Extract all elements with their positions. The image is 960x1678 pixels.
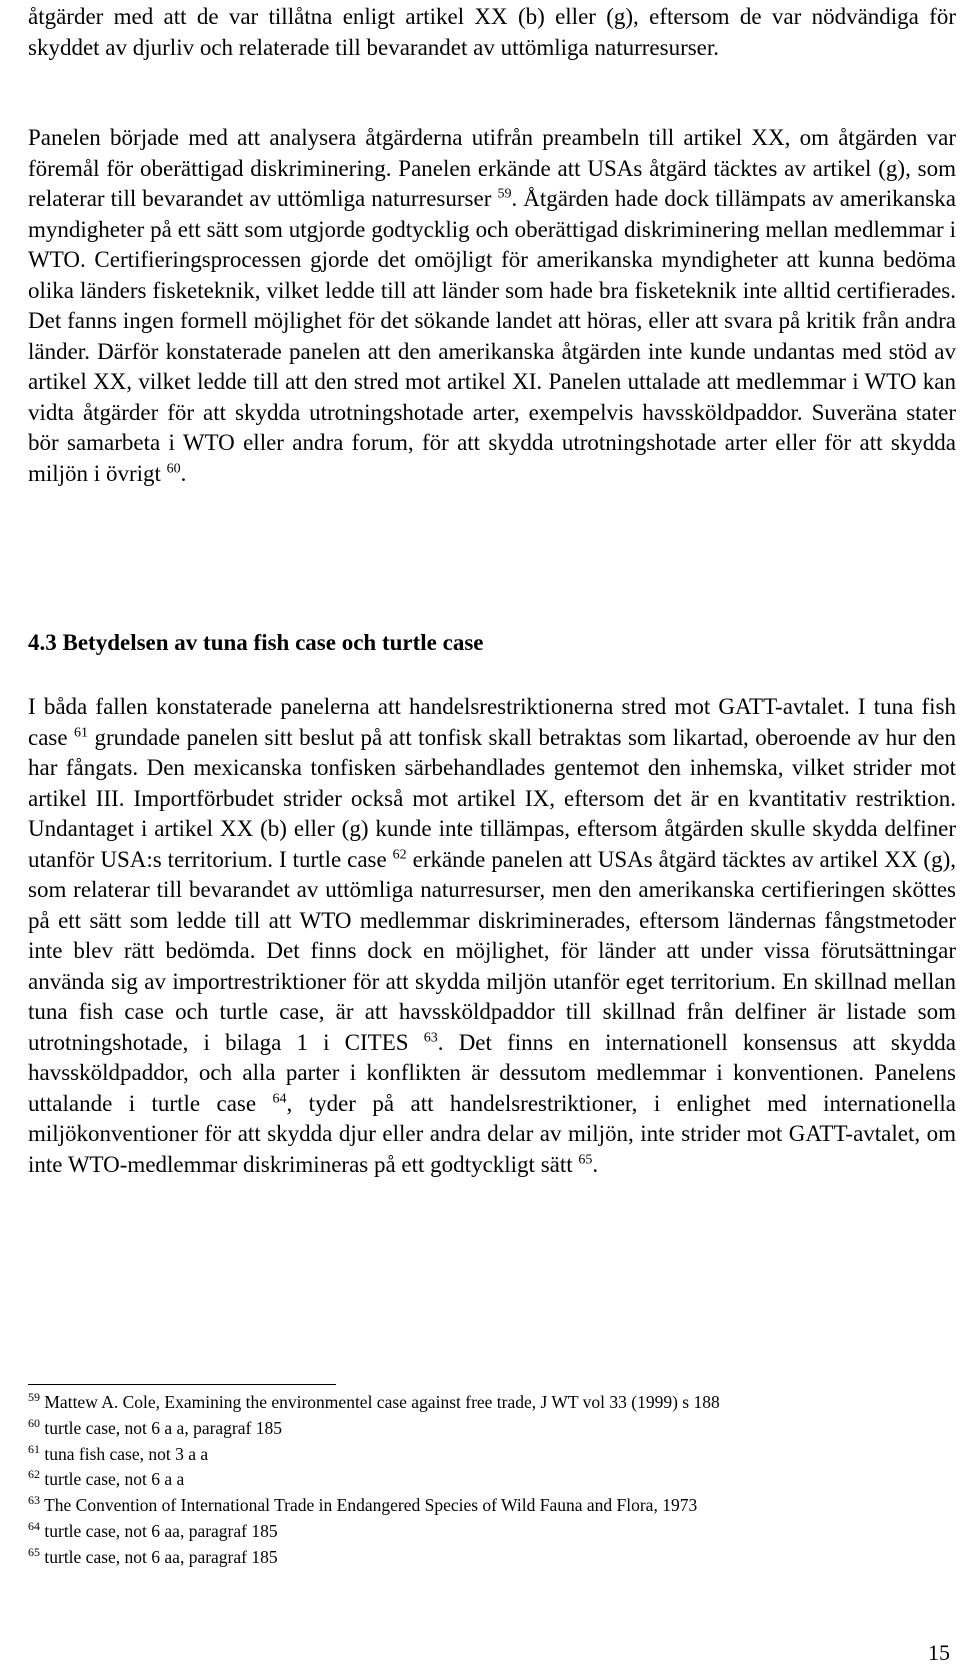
footnote-reference-65: 65	[578, 1151, 593, 1167]
page-number: 15	[928, 1640, 950, 1665]
footnote-number: 61	[28, 1441, 40, 1456]
footnote	[28, 1442, 948, 1468]
footnote-text: tuna fish case, not 3 a a	[44, 1443, 209, 1464]
footnote-text: The Convention of International Trade in Endangered Species of Wild Fauna and Flora, 1973	[44, 1495, 698, 1516]
paragraph-text: . Åtgärden hade dock tillämpats av amerikanska myndigheter på ett sätt som utgjorde godtycklig och oberättigad diskriminering mellan medlemmar i WTO. Certifieringsprocessen gjorde det omöjligt för amerikanska myndigheter att kunna bedöma olika länders fisketeknik, vilket ledde till att länder som hade bra fisketeknik inte alltid certifierades. Det fanns ingen formell möjlighet för det sökande landet att höras, eller att svara på kritik från andra länder. Därför konstaterade panelen att den amerikanska åtgärden inte kunde undantas med stöd av artikel XX, vilket ledde till att den stred mot artikel XI. Panelen uttalade att medlemmar i WTO kan vidta åtgärder för att skydda utrotningshotade arter, exempelvis havssköldpaddor. Suveräna stater bör samarbeta i WTO eller andra forum, för att skydda utrotningshotade arter eller för att skydda miljön i övrigt	[28, 186, 956, 486]
footnote-number: 64	[28, 1519, 40, 1534]
section-heading: 4.3 Betydelsen av tuna fish case och turtle case	[28, 630, 484, 655]
footnote-number: 59	[28, 1390, 40, 1405]
footnote	[28, 1390, 948, 1416]
footnote	[28, 1467, 948, 1493]
footnote-number: 62	[28, 1467, 40, 1482]
paragraph-text: , tyder på att handelsrestriktioner, i enlighet med internationella miljökonventioner för att skydda djur eller andra delar av miljön, inte strider mot GATT-avtalet, om inte WTO-medlemmar diskrimineras på ett godtyckligt sätt	[28, 1090, 956, 1177]
footnote-reference-64: 64	[272, 1090, 287, 1106]
footnote-reference-61: 61	[74, 724, 89, 740]
footnote-text: turtle case, not 6 aa, paragraf 185	[44, 1546, 278, 1567]
paragraph-text: . Det finns en internationell konsensus att skydda havssköldpaddor, och alla parter i konflikten är dessutom medlemmar i konventionen. Panelens uttalande i turtle case	[28, 1029, 956, 1116]
footnote-reference-59: 59	[497, 186, 512, 202]
footnote-number: 65	[28, 1544, 40, 1559]
footnote-reference-60: 60	[166, 460, 181, 476]
footnote-text: turtle case, not 6 a a	[44, 1469, 185, 1490]
footnote	[28, 1519, 948, 1545]
footnote-number: 63	[28, 1493, 40, 1508]
paragraph-text: grundade panelen sitt beslut på att tonfisk skall betraktas som likartad, oberoende av hur den har fångats. Den mexicanska tonfisken särbehandlades gentemot den inhemska, vilket strider mot artikel III. Importförbudet strider också mot artikel IX, eftersom det är en kvantitativ restriktion. Undantaget i artikel XX (b) eller (g) kunde inte tillämpas, eftersom åtgärden skulle skydda delfiner utanför USA:s territorium. I turtle case	[28, 724, 956, 872]
footnote	[28, 1545, 948, 1571]
paragraph-text: åtgärder med att de var tillåtna enligt artikel XX (b) eller (g), eftersom de var nödvändiga för skyddet av djurliv och relaterade till bevarandet av uttömliga naturresurser.	[28, 4, 956, 60]
paragraph-text: .	[592, 1151, 599, 1177]
body-paragraph-2	[28, 123, 956, 489]
footnote-number: 60	[28, 1415, 40, 1430]
footnote-text: Mattew A. Cole, Examining the environmentel case against free trade, J WT vol 33 (1999) s 188	[44, 1392, 720, 1412]
paragraph-text: I båda fallen konstaterade panelerna att handelsrestriktionerna stred mot GATT-avtalet. I tuna fish case	[28, 694, 956, 750]
body-paragraph-1	[28, 2, 956, 63]
paragraph-text: erkände panelen att USAs åtgärd täcktes av artikel XX (g), som relaterar till bevarandet av uttömliga naturresurser, men den amerikanska certifieringen sköttes på ett sätt som ledde till att WTO medlemmar diskriminerades, eftersom ländernas fångstmetoder inte blev rätt bedömda. Det finns dock en möjlighet, för länder att under vissa förutsättningar använda sig av importrestriktioner för att skydda miljön utanför eget territorium. En skillnad mellan tuna fish case och turtle case, är att havssköldpaddor till skillnad från delfiner är listade som utrotningshotade, i bilaga 1 i CITES	[28, 846, 956, 1055]
footnote-text: turtle case, not 6 a a, paragraf 185	[44, 1417, 282, 1438]
footnote-reference-62: 62	[392, 846, 407, 862]
footnote	[28, 1493, 948, 1519]
paragraph-text: Panelen började med att analysera åtgärderna utifrån preambeln till artikel XX, om åtgärden var föremål för oberättigad diskriminering. Panelen erkände att USAs åtgärd täcktes av artikel (g), som relaterar till bevarandet av uttömliga naturresurser	[28, 125, 956, 211]
footnotes	[28, 1390, 948, 1571]
body-paragraph-3	[28, 692, 956, 1180]
footnote	[28, 1416, 948, 1442]
footnote-reference-63: 63	[423, 1029, 438, 1045]
footnote-separator	[28, 1384, 336, 1385]
paragraph-text: .	[180, 460, 187, 486]
footnote-text: turtle case, not 6 aa, paragraf 185	[44, 1520, 278, 1541]
